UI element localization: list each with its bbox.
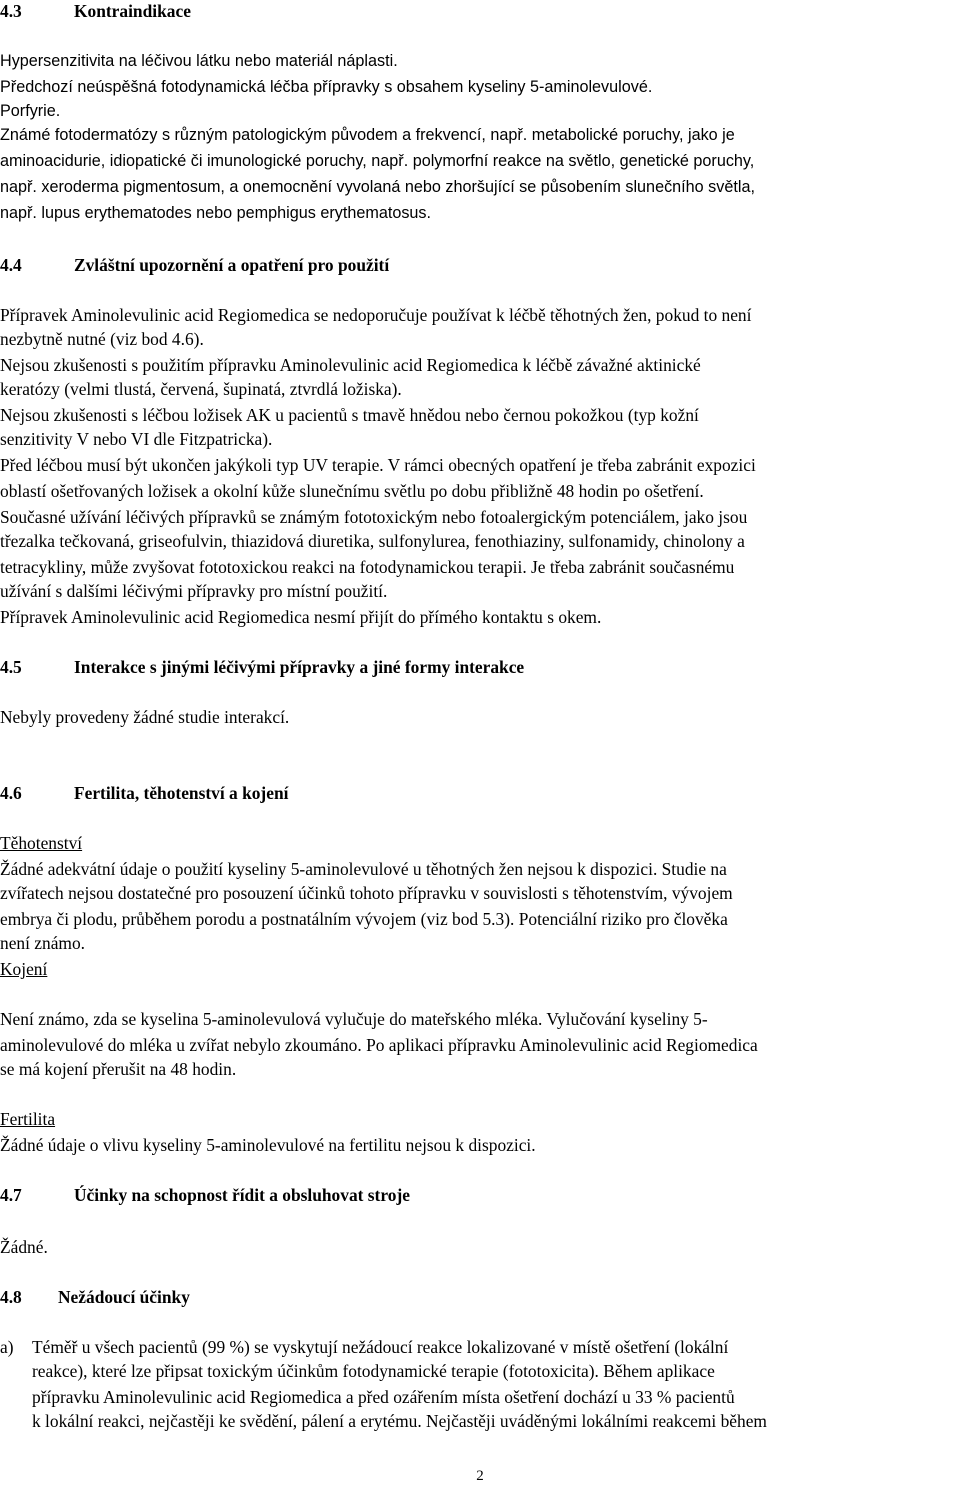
section-number: 4.5 bbox=[0, 657, 22, 677]
text-line: tetracykliny, může zvyšovat fototoxickou reakci na fotodynamickou terapii. Je třeba zabránit současnému bbox=[0, 557, 735, 577]
subheading-fertility: Fertilita bbox=[0, 1109, 56, 1129]
subheading-breastfeeding: Kojení bbox=[0, 959, 48, 979]
section-title: Interakce s jinými léčivými přípravky a jiné formy interakce bbox=[74, 657, 525, 677]
text-line: např. xeroderma pigmentosum, a onemocnění vyvolaná nebo zhoršující se působením slunečního světla, bbox=[0, 178, 755, 196]
text-line: např. lupus erythematodes nebo pemphigus erythematosus. bbox=[0, 204, 432, 222]
page-number: 2 bbox=[476, 1468, 484, 1484]
text-line: k lokální reakci, nejčastěji ke svědění, pálení a erytému. Nejčastěji uváděnými lokálními reakcemi během bbox=[32, 1411, 767, 1431]
text-line: Nebyly provedeny žádné studie interakcí. bbox=[0, 707, 290, 727]
text-line: Hypersenzitivita na léčivou látku nebo materiál náplasti. bbox=[0, 52, 398, 70]
text-line: Žádné. bbox=[0, 1237, 48, 1257]
text-line: Před léčbou musí být ukončen jakýkoli typ UV terapie. V rámci obecných opatření je třeba zabránit expozici bbox=[0, 455, 756, 475]
text-line: Téměř u všech pacientů (99 %) se vyskytují nežádoucí reakce lokalizované v místě ošetření (lokální bbox=[32, 1337, 729, 1357]
text-line: nezbytně nutné (viz bod 4.6). bbox=[0, 329, 204, 349]
section-title: Nežádoucí účinky bbox=[58, 1287, 190, 1307]
text-line: senzitivity V nebo VI dle Fitzpatricka). bbox=[0, 429, 273, 449]
text-line: se má kojení přerušit na 48 hodin. bbox=[0, 1059, 237, 1079]
section-number: 4.7 bbox=[0, 1185, 22, 1205]
text-line: přípravku Aminolevulinic acid Regiomedica a před ozářením místa ošetření dochází u 33 % pacientů bbox=[32, 1387, 735, 1407]
text-line: Předchozí neúspěšná fotodynamická léčba přípravky s obsahem kyseliny 5-aminolevulové. bbox=[0, 78, 653, 96]
section-title: Kontraindikace bbox=[74, 1, 191, 21]
text-line: oblastí ošetřovaných ložisek a okolní kůže slunečnímu světlu po dobu přibližně 48 hodin po ošetření. bbox=[0, 481, 704, 501]
section-number: 4.3 bbox=[0, 1, 22, 21]
text-line: Žádné adekvátní údaje o použití kyseliny 5-aminolevulové u těhotných žen nejsou k dispozici. Studie na bbox=[0, 859, 727, 879]
subheading-pregnancy: Těhotenství bbox=[0, 833, 83, 853]
section-number: 4.4 bbox=[0, 255, 22, 275]
text-line: Přípravek Aminolevulinic acid Regiomedica se nedoporučuje používat k léčbě těhotných žen, pokud to není bbox=[0, 305, 752, 325]
text-line: aminoacidurie, idiopatické či imunologické poruchy, např. polymorfní reakce na světlo, genetické poruchy, bbox=[0, 152, 755, 170]
text-line: třezalka tečkovaná, griseofulvin, thiazidová diuretika, sulfonylurea, fenothiaziny, sulfonamidy, chinolony a bbox=[0, 531, 745, 551]
text-line: aminolevulové do mléka u zvířat nebylo zkoumáno. Po aplikaci přípravku Aminolevulinic acid Regiomedica bbox=[0, 1035, 758, 1055]
text-line: keratózy (velmi tlustá, červená, šupinatá, ztvrdlá ložiska). bbox=[0, 379, 402, 399]
list-item-label: a) bbox=[0, 1337, 14, 1357]
text-line: Současné užívání léčivých přípravků se známým fototoxickým nebo fotoalergickým potenciálem, jako jsou bbox=[0, 507, 748, 527]
text-line: reakce), které lze připsat toxickým účinkům fotodynamické terapie (fototoxicita). Během aplikace bbox=[32, 1361, 715, 1381]
text-line: Není známo, zda se kyselina 5-aminolevulová vylučuje do mateřského mléka. Vylučování kyseliny 5- bbox=[0, 1009, 708, 1029]
section-title: Zvláštní upozornění a opatření pro použití bbox=[74, 255, 390, 275]
text-line: embrya či plodu, průběhem porodu a postnatálním vývojem (viz bod 5.3). Potenciální riziko pro člověka bbox=[0, 909, 728, 929]
text-line: užívání s dalšími léčivými přípravky pro místní použití. bbox=[0, 581, 388, 601]
text-line: není známo. bbox=[0, 933, 85, 953]
section-title: Fertilita, těhotenství a kojení bbox=[74, 783, 289, 803]
text-line: Žádné údaje o vlivu kyseliny 5-aminolevulové na fertilitu nejsou k dispozici. bbox=[0, 1135, 536, 1155]
section-number: 4.6 bbox=[0, 783, 22, 803]
text-line: Přípravek Aminolevulinic acid Regiomedica nesmí přijít do přímého kontaktu s okem. bbox=[0, 607, 602, 627]
text-line: Známé fotodermatózy s různým patologickým původem a frekvencí, např. metabolické poruchy, jako je bbox=[0, 126, 735, 144]
text-line: Nejsou zkušenosti s léčbou ložisek AK u pacientů s tmavě hnědou nebo černou pokožkou (typ kožní bbox=[0, 405, 699, 425]
section-number: 4.8 bbox=[0, 1287, 22, 1307]
text-line: zvířatech nejsou dostatečné pro posouzení účinků tohoto přípravku v souvislosti s těhotenstvím, vývojem bbox=[0, 883, 733, 903]
text-line: Porfyrie. bbox=[0, 102, 61, 120]
section-title: Účinky na schopnost řídit a obsluhovat stroje bbox=[74, 1185, 410, 1205]
text-line: Nejsou zkušenosti s použitím přípravku Aminolevulinic acid Regiomedica k léčbě závažné aktinické bbox=[0, 355, 701, 375]
